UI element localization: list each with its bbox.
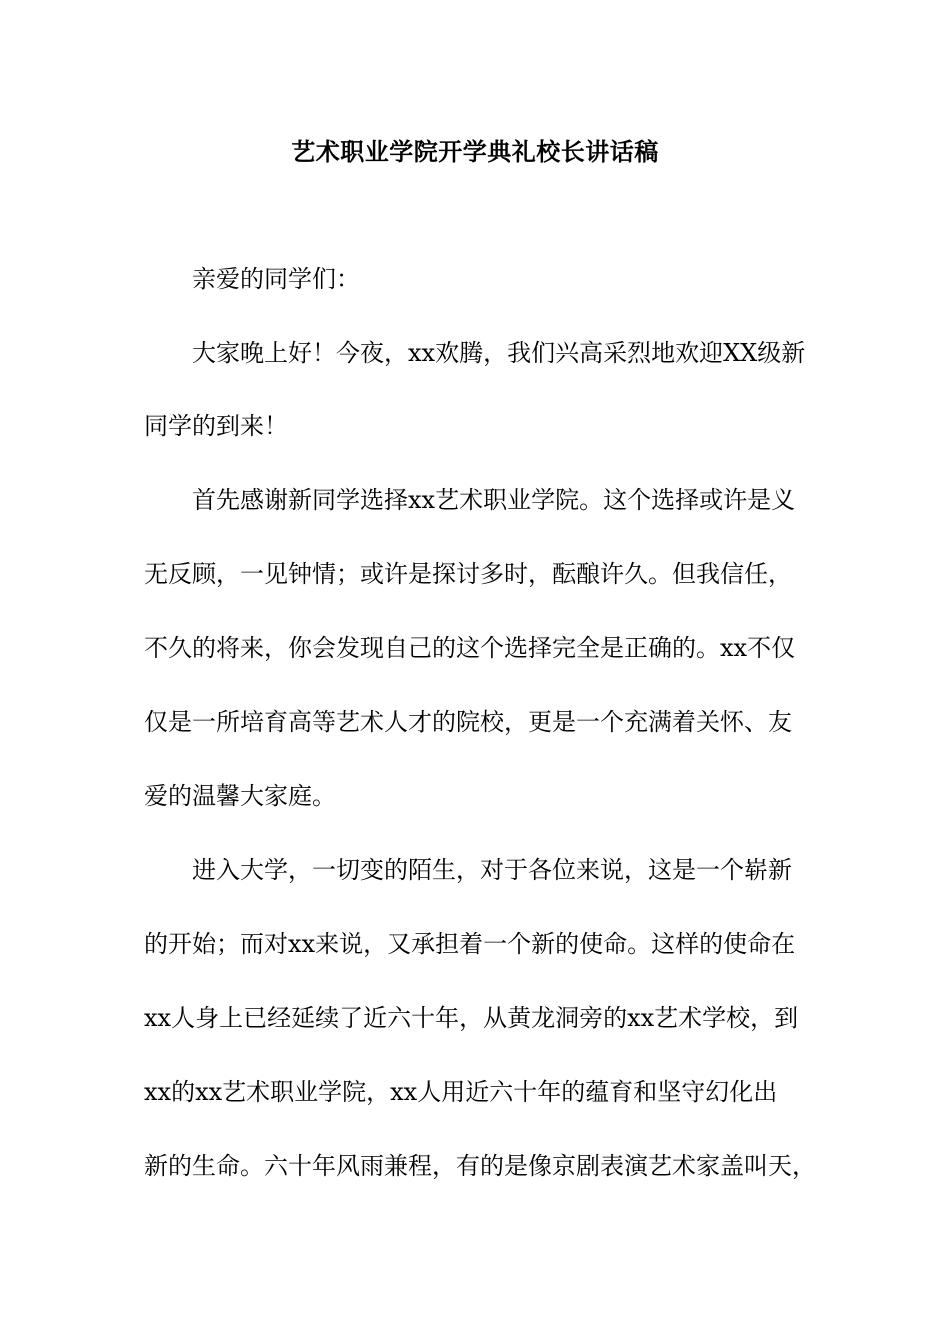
salutation-line: 亲爱的同学们：: [192, 265, 360, 293]
paragraph-line: 新的生命。六十年风雨兼程，有的是像京剧表演艺术家盖叫天，: [144, 1152, 816, 1180]
paragraph-line: 进入大学，一切变的陌生，对于各位来说，这是一个崭新: [192, 856, 792, 884]
paragraph-line: xx的xx艺术职业学院，xx人用近六十年的蕴育和坚守幻化出: [144, 1078, 778, 1106]
paragraph-line: 仅是一所培育高等艺术人才的院校，更是一个充满着关怀、友: [144, 708, 792, 736]
paragraph-line: 大家晚上好！今夜，xx欢腾，我们兴高采烈地欢迎XX级新: [192, 339, 806, 367]
paragraph-line: 无反顾，一见钟情；或许是探讨多时，酝酿许久。但我信任，: [144, 560, 792, 588]
document-title: 艺术职业学院开学典礼校长讲话稿: [291, 137, 659, 166]
paragraph-line: 不久的将来，你会发现自己的这个选择完全是正确的。xx不仅: [144, 634, 796, 662]
paragraph-line: 同学的到来！: [144, 412, 288, 440]
paragraph-line: 的开始；而对xx来说，又承担着一个新的使命。这样的使命在: [144, 930, 796, 958]
paragraph-line: 爱的温馨大家庭。: [144, 782, 336, 810]
paragraph-line: 首先感谢新同学选择xx艺术职业学院。这个选择或许是义: [192, 486, 796, 514]
paragraph-line: xx人身上已经延续了近六十年，从黄龙洞旁的xx艺术学校，到: [144, 1004, 799, 1032]
